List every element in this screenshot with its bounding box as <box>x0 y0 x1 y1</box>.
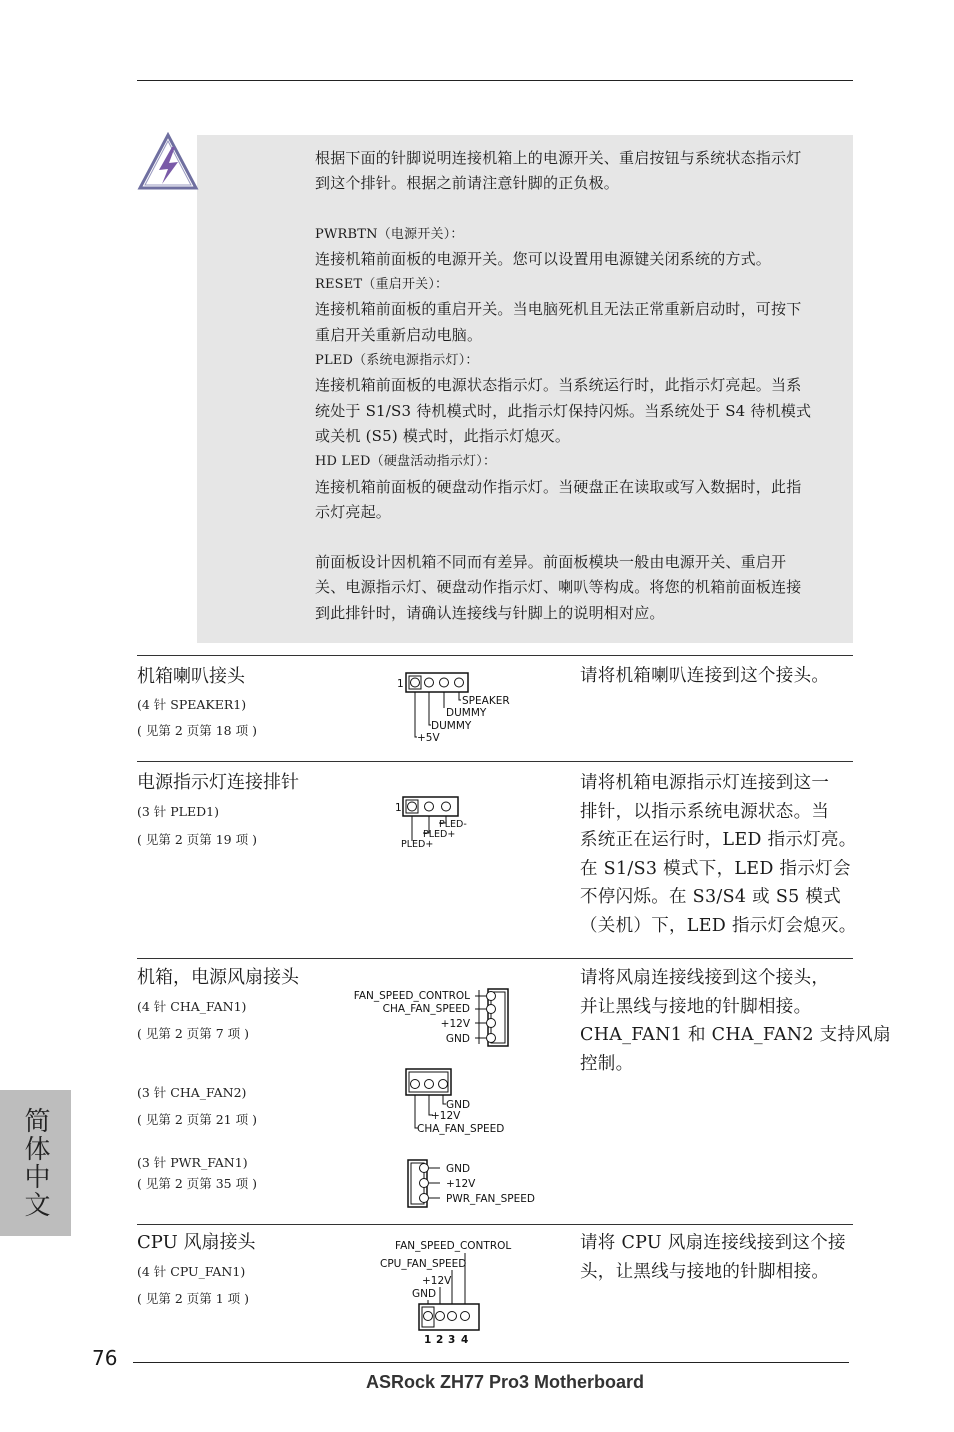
plus5v-pin-label: +5V <box>417 732 440 744</box>
cpufan-ref: ( 见第 2 页第 1 项 ) <box>137 1291 249 1306</box>
pled-desc: 请将机箱电源指示灯连接到这一 排针，以指示系统电源状态。当 系统正在运行时，LED 指示灯亮。 在 S1/S3 模式下，LED 指示灯会 不停闪烁。在 S3/S4 或 S5 模式 （关机）下，LED 指示灯会熄灭。 <box>580 773 857 936</box>
pin1-label: 1 <box>395 802 402 814</box>
plus12v-label: +12V <box>446 1178 476 1190</box>
pled-ref: ( 见第 2 页第 19 项 ) <box>137 832 257 847</box>
dummy-pin-label: DUMMY <box>446 707 487 719</box>
pled-plus-label-2: PLED+ <box>401 839 434 850</box>
cpufan-pins: (4 针 CPU_FAN1) <box>137 1264 246 1279</box>
pin-number-1: 1 <box>424 1334 432 1346</box>
pled-minus-label: PLED- <box>439 819 467 830</box>
gnd-label: GND <box>412 1288 437 1300</box>
chafan1-header-diagram <box>340 984 520 1050</box>
pwrfan-pins: (3 针 PWR_FAN1) <box>137 1155 248 1170</box>
footer-rule <box>133 1362 849 1363</box>
page-number: 76 <box>92 1346 118 1370</box>
section-divider <box>137 958 853 959</box>
section-divider <box>137 655 853 656</box>
speaker-header-diagram <box>393 668 523 748</box>
section-divider <box>137 761 853 762</box>
caution-text: 根据下面的针脚说明连接机箱上的电源开关、重启按钮与系统状态指示灯 到这个排针。根据之前请注意针脚的正负极。 PWRBTN（电源开关）： 连接机箱前面板的电源开关。您可以设置用电源键关闭系统的方式。 RESET（重启开关）： 连接机箱前面板的重启开关。当电脑死机且无法正常重新启动时，可按下 重启开关重新启动电脑。 PLED（系统电源指示灯）： 连接机箱前面板的电源状态指示灯。当系统运行时，此指示灯亮起。当系 统处于 S1/S3 待机模式时，此指示灯保持闪烁。当系统处于 S4 待机模式 或关机 (S5) 模式时，此指示灯熄灭。 HD LED（硬盘活动指示灯）： 连接机箱前面板的硬盘动作指示灯。当硬盘正在读取或写入数据时，此指 示灯亮起。 前面板设计因机箱不同而有差异。前面板模块一般由电源开关、重启开 关、电源指示灯、硬盘动作指示灯、喇叭等构成。将您的机箱前面板连接 到此排针时，请确认连接线与针脚上的说明相对应。 <box>315 146 855 626</box>
pled-plus-label: PLED+ <box>423 829 456 840</box>
pled-title-row: 电源指示灯连接排针 <box>137 772 299 793</box>
chafan-title: 机箱，电源风扇接头 <box>137 967 299 988</box>
cpufan-header-diagram <box>376 1234 526 1346</box>
chafan-desc: 请将风扇连接线接到这个接头， 并让黑线与接地的针脚相接。 CHA_FAN1 和 CHA_FAN2 支持风扇 控制。 <box>580 968 891 1074</box>
plus12v-label: +12V <box>422 1275 452 1287</box>
pwrfan-header-diagram <box>404 1156 554 1210</box>
speaker-title: 机箱喇叭接头 <box>137 666 245 687</box>
pled-header-diagram <box>393 793 483 853</box>
plus12v-label: +12V <box>440 1018 470 1030</box>
gnd-label: GND <box>446 1099 471 1111</box>
footer-title: ASRock ZH77 Pro3 Motherboard <box>365 1372 645 1392</box>
chafan1-ref: ( 见第 2 页第 7 项 ) <box>137 1026 249 1041</box>
pwrfan-ref: ( 见第 2 页第 35 项 ) <box>137 1176 257 1191</box>
chafan2-pins: (3 针 CHA_FAN2) <box>137 1085 247 1100</box>
hdled-title: HD LED（硬盘活动指示灯）： <box>315 454 497 470</box>
speaker-ref: ( 见第 2 页第 18 项 ) <box>137 723 257 738</box>
pled-title: PLED（系统电源指示灯）： <box>315 353 479 369</box>
gnd-label: GND <box>445 1033 470 1045</box>
fan-speed-control-label: FAN_SPEED_CONTROL <box>353 990 470 1002</box>
gnd-label: GND <box>446 1163 471 1175</box>
plus12v-label: +12V <box>431 1110 461 1122</box>
chafan2-header-diagram <box>400 1064 520 1138</box>
speaker-pins: (4 针 SPEAKER1) <box>137 697 247 712</box>
speaker-pin-label: SPEAKER <box>462 695 510 707</box>
chafan1-pins: (4 针 CHA_FAN1) <box>137 999 247 1014</box>
pwrbtn-title: PWRBTN（电源开关）： <box>315 226 464 242</box>
pin-number-4: 4 <box>461 1334 469 1346</box>
speaker-desc: 请将机箱喇叭连接到这个接头。 <box>580 666 830 686</box>
cpu-fan-speed-label: CPU_FAN_SPEED <box>380 1258 467 1270</box>
pin1-label: 1 <box>397 678 404 690</box>
chafan2-ref: ( 见第 2 页第 21 项 ) <box>137 1112 257 1127</box>
language-side-tab: 简体中文 <box>0 1090 71 1236</box>
top-rule <box>137 80 853 81</box>
dummy-pin-label-2: DUMMY <box>431 720 472 732</box>
cha-fan-speed-label: CHA_FAN_SPEED <box>417 1123 505 1135</box>
warning-lightning-icon <box>137 132 199 192</box>
fan-speed-control-label: FAN_SPEED_CONTROL <box>395 1240 512 1252</box>
pled-pins: (3 针 PLED1) <box>137 804 219 819</box>
cpufan-title: CPU 风扇接头 <box>137 1232 256 1253</box>
reset-title: RESET（重启开关）： <box>315 277 449 293</box>
pwr-fan-speed-label: PWR_FAN_SPEED <box>446 1193 535 1205</box>
pin-number-2: 2 <box>436 1334 444 1346</box>
cpufan-desc: 请将 CPU 风扇连接线接到这个接 头，让黑线与接地的针脚相接。 <box>580 1233 846 1282</box>
pin-number-3: 3 <box>448 1334 456 1346</box>
section-divider <box>137 1224 853 1225</box>
cha-fan-speed-label: CHA_FAN_SPEED <box>382 1003 470 1015</box>
